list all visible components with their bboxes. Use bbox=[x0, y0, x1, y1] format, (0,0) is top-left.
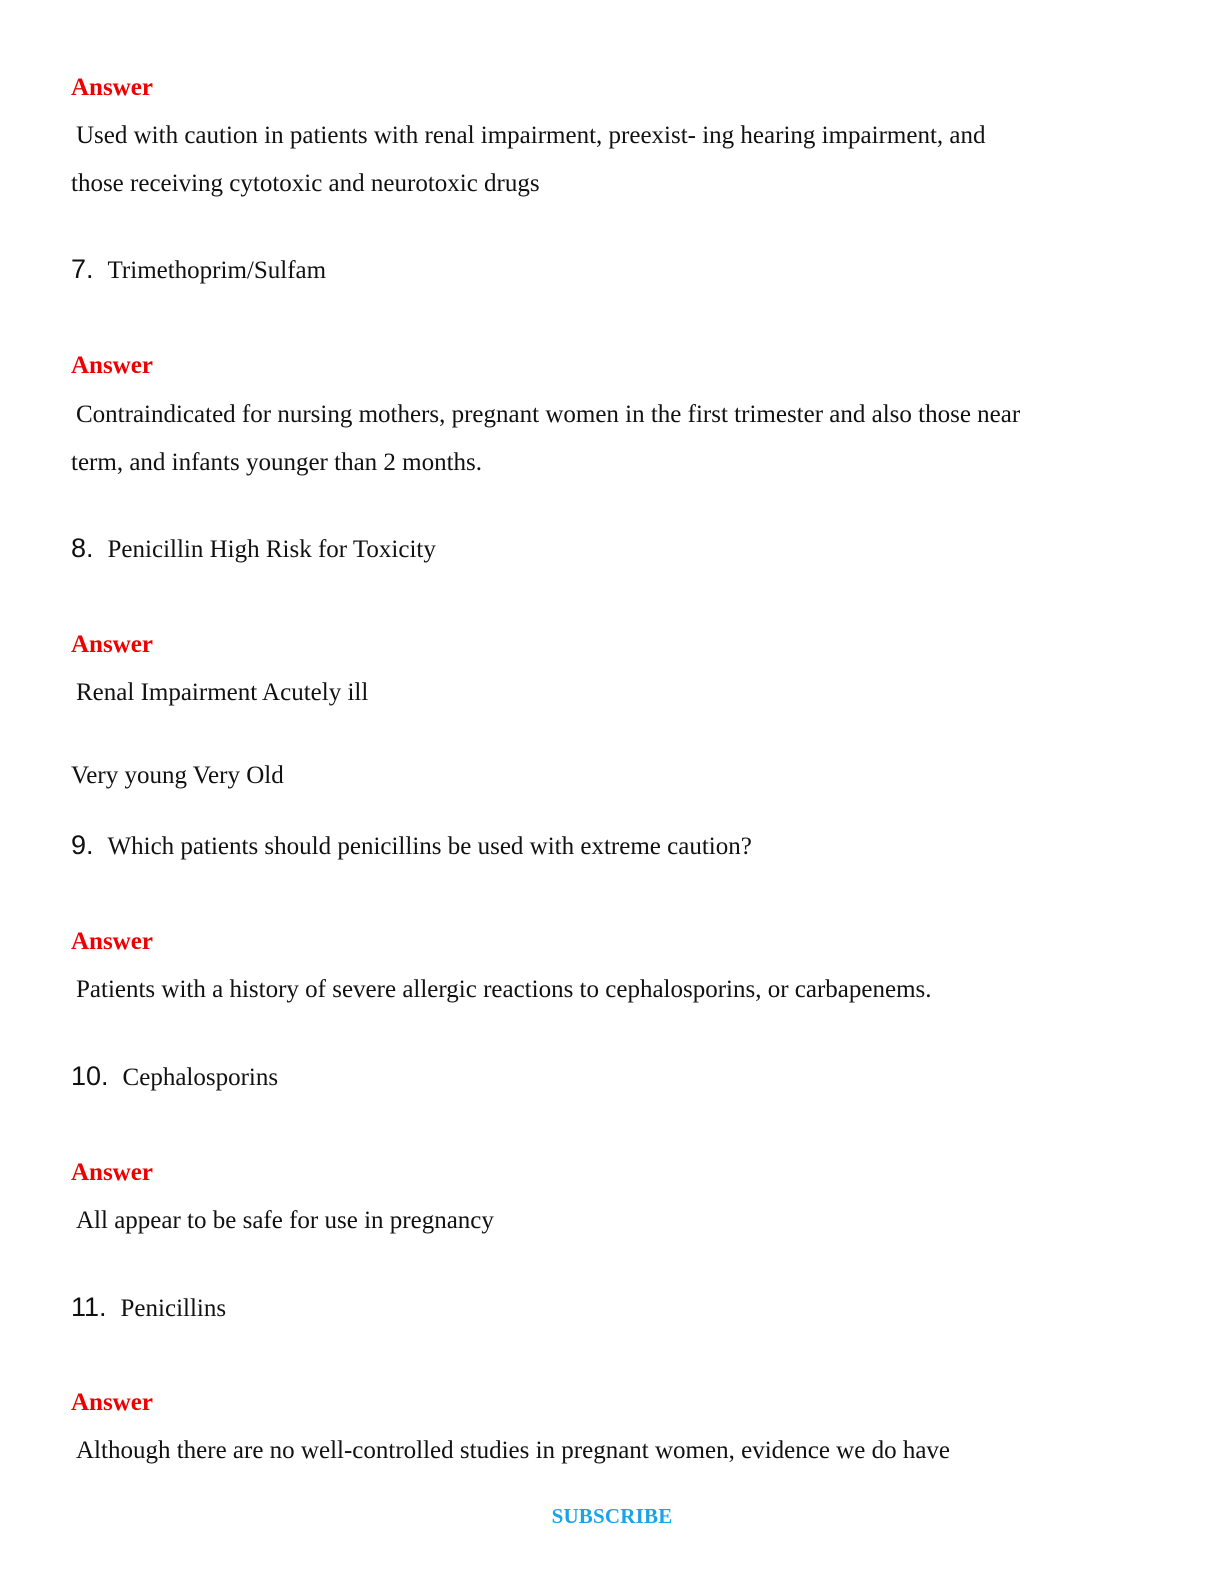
answer-label: Answer bbox=[71, 1389, 153, 1416]
question-number: 9. bbox=[71, 830, 94, 860]
question-item bbox=[71, 254, 326, 285]
subscribe-link[interactable]: SUBSCRIBE bbox=[551, 1504, 673, 1528]
question-number: 8. bbox=[71, 533, 94, 563]
answer-text: Used with caution in patients with renal impairment, preexist- ing hearing impairment, and bbox=[76, 122, 986, 149]
answer-text: Renal Impairment Acutely ill bbox=[76, 679, 369, 706]
question-text: Trimethoprim/Sulfam bbox=[107, 257, 327, 284]
answer-text: Patients with a history of severe allergic reactions to cephalosporins, or carbapenems. bbox=[76, 976, 932, 1003]
answer-label: Answer bbox=[71, 928, 153, 955]
answer-label: Answer bbox=[71, 352, 153, 379]
question-item bbox=[71, 1061, 278, 1092]
question-item bbox=[71, 830, 752, 861]
question-item bbox=[71, 533, 436, 564]
answer-text: term, and infants younger than 2 months. bbox=[71, 449, 483, 476]
question-number: 7. bbox=[71, 254, 94, 284]
answer-text: All appear to be safe for use in pregnancy bbox=[76, 1207, 494, 1234]
answer-label: Answer bbox=[71, 631, 153, 658]
question-text: Penicillin High Risk for Toxicity bbox=[107, 536, 436, 563]
question-text: Cephalosporins bbox=[122, 1064, 279, 1091]
question-number: 10. bbox=[71, 1061, 109, 1091]
question-item bbox=[71, 1292, 226, 1323]
question-text: Penicillins bbox=[120, 1295, 227, 1322]
answer-text: Although there are no well-controlled studies in pregnant women, evidence we do have bbox=[76, 1437, 951, 1464]
answer-label: Answer bbox=[71, 1159, 153, 1186]
answer-text: those receiving cytotoxic and neurotoxic drugs bbox=[71, 170, 540, 197]
question-number: 11. bbox=[71, 1292, 107, 1322]
answer-text: Contraindicated for nursing mothers, pregnant women in the first trimester and also those near bbox=[76, 401, 1021, 428]
question-text: Which patients should penicillins be used with extreme caution? bbox=[107, 833, 752, 860]
answer-text: Very young Very Old bbox=[71, 762, 284, 789]
answer-label: Answer bbox=[71, 74, 153, 101]
